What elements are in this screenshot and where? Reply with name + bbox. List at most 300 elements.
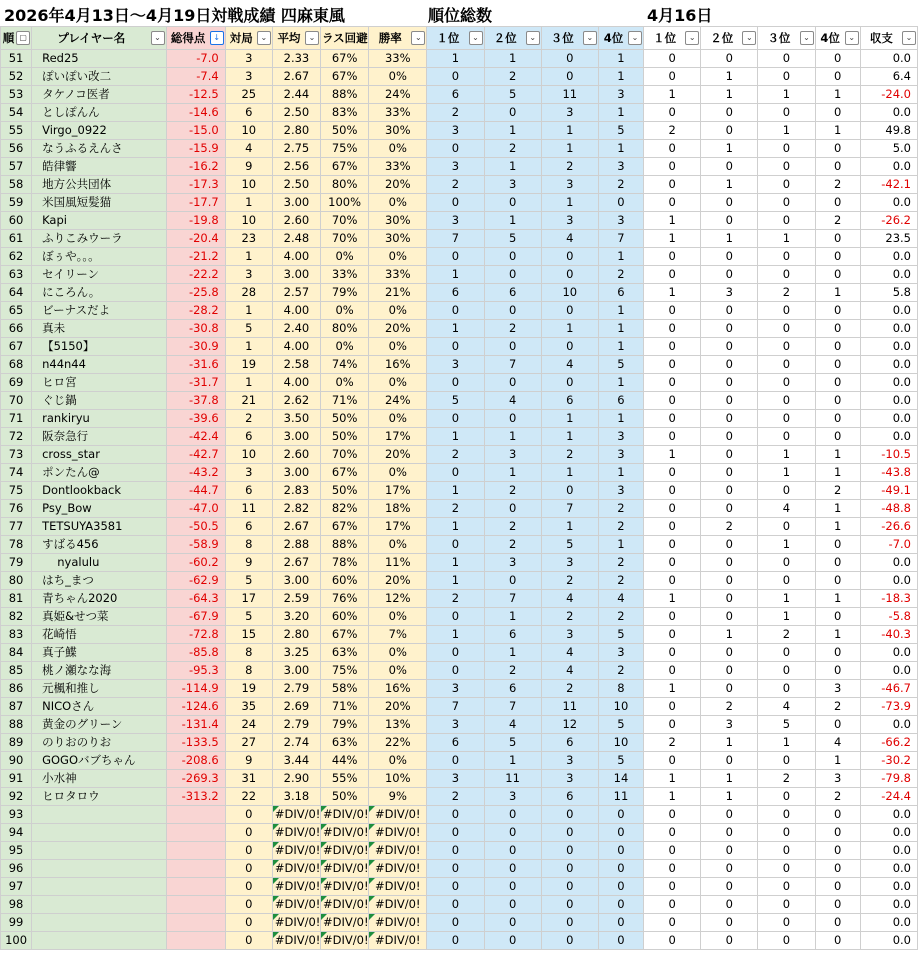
cell-day-1st[interactable]: 0 <box>644 536 701 554</box>
cell-day-4th[interactable]: 0 <box>815 356 860 374</box>
cell-day-4th[interactable]: 4 <box>815 734 860 752</box>
cell-balance[interactable]: 5.8 <box>860 284 917 302</box>
cell-day-1st[interactable]: 0 <box>644 806 701 824</box>
cell-games[interactable]: 5 <box>225 320 272 338</box>
cell-total-2nd[interactable]: 1 <box>484 752 541 770</box>
cell-day-3rd[interactable]: 4 <box>758 698 815 716</box>
cell-total-4th[interactable]: 0 <box>598 824 643 842</box>
cell-total-4th[interactable]: 6 <box>598 392 643 410</box>
cell-total-2nd[interactable]: 0 <box>484 374 541 392</box>
cell-total-1st[interactable]: 0 <box>427 464 484 482</box>
cell-day-4th[interactable]: 1 <box>815 446 860 464</box>
cell-balance[interactable]: -46.7 <box>860 680 917 698</box>
cell-player-name[interactable]: n44n44 <box>32 356 166 374</box>
cell-balance[interactable]: 0.0 <box>860 932 917 950</box>
cell-day-4th[interactable]: 0 <box>815 824 860 842</box>
cell-last-avoid[interactable]: 50% <box>321 122 369 140</box>
cell-rank[interactable]: 55 <box>1 122 32 140</box>
cell-last-avoid[interactable]: 78% <box>321 554 369 572</box>
cell-total-score[interactable]: -15.0 <box>166 122 225 140</box>
cell-last-avoid[interactable]: #DIV/0! <box>321 806 369 824</box>
cell-total-3rd[interactable]: 2 <box>541 572 598 590</box>
cell-games[interactable]: 15 <box>225 626 272 644</box>
cell-day-1st[interactable]: 0 <box>644 320 701 338</box>
cell-total-1st[interactable]: 0 <box>427 662 484 680</box>
cell-total-4th[interactable]: 8 <box>598 680 643 698</box>
cell-rank[interactable]: 54 <box>1 104 32 122</box>
cell-day-3rd[interactable]: 0 <box>758 338 815 356</box>
cell-total-3rd[interactable]: 11 <box>541 86 598 104</box>
cell-total-1st[interactable]: 1 <box>427 572 484 590</box>
cell-games[interactable]: 1 <box>225 248 272 266</box>
cell-total-2nd[interactable]: 3 <box>484 176 541 194</box>
cell-total-1st[interactable]: 0 <box>427 338 484 356</box>
cell-average[interactable]: 2.79 <box>272 680 320 698</box>
cell-total-3rd[interactable]: 3 <box>541 626 598 644</box>
cell-rank[interactable]: 85 <box>1 662 32 680</box>
cell-day-3rd[interactable]: 0 <box>758 932 815 950</box>
cell-rank[interactable]: 99 <box>1 914 32 932</box>
cell-last-avoid[interactable]: #DIV/0! <box>321 932 369 950</box>
cell-last-avoid[interactable]: 0% <box>321 248 369 266</box>
cell-player-name[interactable]: としぽんん <box>32 104 166 122</box>
cell-balance[interactable]: 0.0 <box>860 338 917 356</box>
cell-day-3rd[interactable]: 0 <box>758 410 815 428</box>
cell-total-2nd[interactable]: 2 <box>484 518 541 536</box>
cell-total-4th[interactable]: 1 <box>598 248 643 266</box>
cell-player-name[interactable]: 【5150】 <box>32 338 166 356</box>
cell-balance[interactable]: 0.0 <box>860 392 917 410</box>
cell-last-avoid[interactable]: 79% <box>321 284 369 302</box>
cell-win-rate[interactable]: 33% <box>369 158 427 176</box>
cell-total-score[interactable] <box>166 932 225 950</box>
cell-rank[interactable]: 74 <box>1 464 32 482</box>
cell-day-2nd[interactable]: 0 <box>701 122 758 140</box>
cell-average[interactable]: #DIV/0! <box>272 914 320 932</box>
cell-total-4th[interactable]: 2 <box>598 554 643 572</box>
cell-win-rate[interactable]: #DIV/0! <box>369 896 427 914</box>
cell-last-avoid[interactable]: 71% <box>321 698 369 716</box>
cell-total-1st[interactable]: 3 <box>427 212 484 230</box>
cell-day-3rd[interactable]: 0 <box>758 554 815 572</box>
cell-total-3rd[interactable]: 2 <box>541 446 598 464</box>
cell-last-avoid[interactable]: #DIV/0! <box>321 914 369 932</box>
cell-win-rate[interactable]: 18% <box>369 500 427 518</box>
cell-total-4th[interactable]: 1 <box>598 374 643 392</box>
cell-rank[interactable]: 80 <box>1 572 32 590</box>
cell-total-1st[interactable]: 7 <box>427 698 484 716</box>
cell-total-score[interactable]: -50.5 <box>166 518 225 536</box>
cell-total-2nd[interactable]: 1 <box>484 158 541 176</box>
cell-day-4th[interactable]: 1 <box>815 590 860 608</box>
cell-total-2nd[interactable]: 6 <box>484 680 541 698</box>
cell-day-4th[interactable]: 0 <box>815 914 860 932</box>
cell-day-2nd[interactable]: 0 <box>701 680 758 698</box>
cell-average[interactable]: 4.00 <box>272 248 320 266</box>
cell-balance[interactable]: 6.4 <box>860 68 917 86</box>
cell-day-1st[interactable]: 1 <box>644 788 701 806</box>
cell-win-rate[interactable]: 0% <box>369 410 427 428</box>
cell-rank[interactable]: 75 <box>1 482 32 500</box>
cell-total-1st[interactable]: 5 <box>427 392 484 410</box>
cell-total-2nd[interactable]: 2 <box>484 320 541 338</box>
cell-win-rate[interactable]: 0% <box>369 608 427 626</box>
cell-total-score[interactable]: -62.9 <box>166 572 225 590</box>
cell-day-4th[interactable]: 0 <box>815 194 860 212</box>
cell-win-rate[interactable]: 13% <box>369 716 427 734</box>
cell-day-3rd[interactable]: 0 <box>758 860 815 878</box>
cell-average[interactable]: 3.18 <box>272 788 320 806</box>
cell-total-1st[interactable]: 0 <box>427 824 484 842</box>
cell-last-avoid[interactable]: #DIV/0! <box>321 824 369 842</box>
cell-total-1st[interactable]: 2 <box>427 500 484 518</box>
cell-win-rate[interactable]: 0% <box>369 536 427 554</box>
cell-balance[interactable]: 0.0 <box>860 320 917 338</box>
cell-total-1st[interactable]: 6 <box>427 734 484 752</box>
cell-total-1st[interactable]: 1 <box>427 428 484 446</box>
cell-total-4th[interactable]: 5 <box>598 356 643 374</box>
cell-total-2nd[interactable]: 0 <box>484 338 541 356</box>
cell-total-1st[interactable]: 0 <box>427 68 484 86</box>
cell-rank[interactable]: 61 <box>1 230 32 248</box>
cell-win-rate[interactable]: 22% <box>369 734 427 752</box>
cell-win-rate[interactable]: #DIV/0! <box>369 806 427 824</box>
cell-average[interactable]: 2.48 <box>272 230 320 248</box>
cell-day-4th[interactable]: 0 <box>815 374 860 392</box>
cell-win-rate[interactable]: 0% <box>369 752 427 770</box>
cell-games[interactable]: 0 <box>225 806 272 824</box>
cell-games[interactable]: 10 <box>225 176 272 194</box>
cell-day-2nd[interactable]: 0 <box>701 158 758 176</box>
cell-day-3rd[interactable]: 0 <box>758 914 815 932</box>
cell-total-4th[interactable]: 0 <box>598 878 643 896</box>
cell-total-2nd[interactable]: 0 <box>484 860 541 878</box>
cell-games[interactable]: 31 <box>225 770 272 788</box>
cell-total-score[interactable]: -124.6 <box>166 698 225 716</box>
cell-average[interactable]: 2.74 <box>272 734 320 752</box>
cell-total-score[interactable] <box>166 842 225 860</box>
cell-total-score[interactable]: -12.5 <box>166 86 225 104</box>
cell-total-1st[interactable]: 3 <box>427 716 484 734</box>
cell-day-3rd[interactable]: 0 <box>758 806 815 824</box>
cell-total-score[interactable]: -133.5 <box>166 734 225 752</box>
cell-rank[interactable]: 73 <box>1 446 32 464</box>
cell-balance[interactable]: -24.0 <box>860 86 917 104</box>
cell-last-avoid[interactable]: 79% <box>321 716 369 734</box>
cell-win-rate[interactable]: 24% <box>369 86 427 104</box>
cell-games[interactable]: 3 <box>225 464 272 482</box>
cell-day-2nd[interactable]: 0 <box>701 320 758 338</box>
cell-total-4th[interactable]: 2 <box>598 662 643 680</box>
cell-total-3rd[interactable]: 4 <box>541 590 598 608</box>
cell-total-4th[interactable]: 0 <box>598 914 643 932</box>
cell-total-2nd[interactable]: 3 <box>484 788 541 806</box>
cell-day-1st[interactable]: 0 <box>644 878 701 896</box>
cell-day-1st[interactable]: 2 <box>644 122 701 140</box>
filter-dropdown-icon[interactable]: ⌄ <box>845 31 859 45</box>
cell-win-rate[interactable]: 30% <box>369 230 427 248</box>
cell-day-1st[interactable]: 0 <box>644 50 701 68</box>
cell-day-4th[interactable]: 0 <box>815 896 860 914</box>
cell-total-score[interactable]: -7.0 <box>166 50 225 68</box>
cell-day-4th[interactable]: 0 <box>815 644 860 662</box>
cell-day-2nd[interactable]: 0 <box>701 302 758 320</box>
cell-average[interactable]: 2.60 <box>272 446 320 464</box>
cell-total-1st[interactable]: 0 <box>427 914 484 932</box>
cell-games[interactable]: 4 <box>225 140 272 158</box>
cell-win-rate[interactable]: 16% <box>369 680 427 698</box>
cell-day-2nd[interactable]: 0 <box>701 428 758 446</box>
cell-win-rate[interactable]: #DIV/0! <box>369 932 427 950</box>
cell-average[interactable]: 2.59 <box>272 590 320 608</box>
cell-day-3rd[interactable]: 0 <box>758 824 815 842</box>
cell-average[interactable]: 3.00 <box>272 464 320 482</box>
cell-average[interactable]: 2.79 <box>272 716 320 734</box>
cell-balance[interactable]: 0.0 <box>860 410 917 428</box>
cell-day-1st[interactable]: 1 <box>644 86 701 104</box>
cell-day-3rd[interactable]: 0 <box>758 374 815 392</box>
cell-rank[interactable]: 56 <box>1 140 32 158</box>
cell-total-4th[interactable]: 2 <box>598 176 643 194</box>
cell-day-3rd[interactable]: 1 <box>758 122 815 140</box>
cell-day-4th[interactable]: 0 <box>815 320 860 338</box>
cell-total-4th[interactable]: 0 <box>598 860 643 878</box>
cell-win-rate[interactable]: 0% <box>369 464 427 482</box>
cell-total-3rd[interactable]: 12 <box>541 716 598 734</box>
cell-player-name[interactable]: ふりこみウーラ <box>32 230 166 248</box>
cell-rank[interactable]: 83 <box>1 626 32 644</box>
cell-win-rate[interactable]: 17% <box>369 428 427 446</box>
cell-total-3rd[interactable]: 6 <box>541 734 598 752</box>
cell-average[interactable]: #DIV/0! <box>272 860 320 878</box>
cell-average[interactable]: 2.33 <box>272 50 320 68</box>
cell-total-1st[interactable]: 1 <box>427 320 484 338</box>
cell-total-3rd[interactable]: 0 <box>541 824 598 842</box>
cell-games[interactable]: 10 <box>225 446 272 464</box>
cell-games[interactable]: 6 <box>225 482 272 500</box>
cell-player-name[interactable] <box>32 824 166 842</box>
cell-total-score[interactable]: -30.8 <box>166 320 225 338</box>
cell-rank[interactable]: 76 <box>1 500 32 518</box>
cell-total-3rd[interactable]: 5 <box>541 536 598 554</box>
cell-balance[interactable]: 49.8 <box>860 122 917 140</box>
cell-total-4th[interactable]: 0 <box>598 896 643 914</box>
cell-win-rate[interactable]: #DIV/0! <box>369 842 427 860</box>
cell-day-1st[interactable]: 0 <box>644 824 701 842</box>
cell-day-4th[interactable]: 2 <box>815 212 860 230</box>
cell-day-2nd[interactable]: 1 <box>701 626 758 644</box>
cell-total-3rd[interactable]: 3 <box>541 212 598 230</box>
cell-player-name[interactable]: rankiryu <box>32 410 166 428</box>
cell-player-name[interactable]: 地方公共団体 <box>32 176 166 194</box>
cell-total-3rd[interactable]: 4 <box>541 644 598 662</box>
cell-day-4th[interactable]: 0 <box>815 716 860 734</box>
cell-total-4th[interactable]: 1 <box>598 536 643 554</box>
cell-day-2nd[interactable]: 0 <box>701 824 758 842</box>
cell-total-score[interactable]: -7.4 <box>166 68 225 86</box>
cell-total-4th[interactable]: 10 <box>598 734 643 752</box>
cell-last-avoid[interactable]: 88% <box>321 86 369 104</box>
cell-win-rate[interactable]: 20% <box>369 176 427 194</box>
cell-player-name[interactable] <box>32 806 166 824</box>
cell-total-1st[interactable]: 0 <box>427 860 484 878</box>
cell-total-score[interactable]: -67.9 <box>166 608 225 626</box>
cell-total-2nd[interactable]: 5 <box>484 86 541 104</box>
cell-total-2nd[interactable]: 6 <box>484 626 541 644</box>
cell-total-4th[interactable]: 14 <box>598 770 643 788</box>
cell-total-score[interactable]: -42.4 <box>166 428 225 446</box>
cell-last-avoid[interactable]: 88% <box>321 536 369 554</box>
cell-win-rate[interactable]: 16% <box>369 356 427 374</box>
cell-total-3rd[interactable]: 0 <box>541 68 598 86</box>
cell-win-rate[interactable]: 10% <box>369 770 427 788</box>
cell-total-4th[interactable]: 3 <box>598 644 643 662</box>
cell-day-2nd[interactable]: 0 <box>701 482 758 500</box>
cell-rank[interactable]: 72 <box>1 428 32 446</box>
cell-day-2nd[interactable]: 0 <box>701 554 758 572</box>
cell-win-rate[interactable]: 12% <box>369 590 427 608</box>
cell-total-2nd[interactable]: 0 <box>484 266 541 284</box>
cell-day-1st[interactable]: 0 <box>644 842 701 860</box>
cell-player-name[interactable] <box>32 932 166 950</box>
cell-total-2nd[interactable]: 3 <box>484 554 541 572</box>
cell-total-3rd[interactable]: 10 <box>541 284 598 302</box>
cell-day-1st[interactable]: 0 <box>644 752 701 770</box>
cell-day-2nd[interactable]: 0 <box>701 842 758 860</box>
cell-total-3rd[interactable]: 2 <box>541 680 598 698</box>
cell-total-2nd[interactable]: 0 <box>484 410 541 428</box>
cell-balance[interactable]: 0.0 <box>860 302 917 320</box>
cell-balance[interactable]: -10.5 <box>860 446 917 464</box>
cell-total-4th[interactable]: 1 <box>598 464 643 482</box>
cell-win-rate[interactable]: 0% <box>369 302 427 320</box>
cell-day-4th[interactable]: 0 <box>815 338 860 356</box>
filter-dropdown-icon[interactable]: ⌄ <box>583 31 597 45</box>
cell-day-1st[interactable]: 0 <box>644 428 701 446</box>
cell-day-4th[interactable]: 0 <box>815 572 860 590</box>
cell-last-avoid[interactable]: 76% <box>321 590 369 608</box>
cell-total-3rd[interactable]: 1 <box>541 464 598 482</box>
cell-games[interactable]: 6 <box>225 518 272 536</box>
cell-last-avoid[interactable]: 63% <box>321 734 369 752</box>
cell-games[interactable]: 19 <box>225 680 272 698</box>
cell-average[interactable]: 3.00 <box>272 194 320 212</box>
cell-day-3rd[interactable]: 0 <box>758 842 815 860</box>
filter-dropdown-icon[interactable]: ⌄ <box>526 31 540 45</box>
cell-total-4th[interactable]: 1 <box>598 302 643 320</box>
cell-day-1st[interactable]: 0 <box>644 572 701 590</box>
cell-day-1st[interactable]: 0 <box>644 302 701 320</box>
cell-total-score[interactable]: -25.8 <box>166 284 225 302</box>
cell-total-2nd[interactable]: 0 <box>484 824 541 842</box>
cell-games[interactable]: 11 <box>225 500 272 518</box>
cell-day-4th[interactable]: 0 <box>815 608 860 626</box>
cell-games[interactable]: 3 <box>225 50 272 68</box>
cell-day-1st[interactable]: 1 <box>644 230 701 248</box>
cell-total-score[interactable]: -20.4 <box>166 230 225 248</box>
cell-player-name[interactable]: ぼぅや｡｡｡ <box>32 248 166 266</box>
cell-average[interactable]: 4.00 <box>272 374 320 392</box>
cell-total-4th[interactable]: 5 <box>598 122 643 140</box>
cell-games[interactable]: 8 <box>225 662 272 680</box>
cell-total-4th[interactable]: 1 <box>598 104 643 122</box>
cell-total-1st[interactable]: 1 <box>427 554 484 572</box>
cell-day-4th[interactable]: 0 <box>815 662 860 680</box>
cell-player-name[interactable]: はち_まつ <box>32 572 166 590</box>
cell-total-1st[interactable]: 2 <box>427 788 484 806</box>
cell-day-3rd[interactable]: 1 <box>758 536 815 554</box>
cell-total-1st[interactable]: 2 <box>427 590 484 608</box>
cell-day-1st[interactable]: 0 <box>644 194 701 212</box>
cell-rank[interactable]: 66 <box>1 320 32 338</box>
cell-total-1st[interactable]: 3 <box>427 680 484 698</box>
cell-day-3rd[interactable]: 1 <box>758 230 815 248</box>
cell-total-4th[interactable]: 5 <box>598 626 643 644</box>
cell-day-2nd[interactable]: 1 <box>701 140 758 158</box>
cell-total-3rd[interactable]: 3 <box>541 770 598 788</box>
cell-total-3rd[interactable]: 1 <box>541 122 598 140</box>
cell-day-2nd[interactable]: 0 <box>701 752 758 770</box>
cell-total-4th[interactable]: 1 <box>598 338 643 356</box>
cell-day-1st[interactable]: 0 <box>644 356 701 374</box>
cell-rank[interactable]: 89 <box>1 734 32 752</box>
cell-day-4th[interactable]: 2 <box>815 176 860 194</box>
cell-last-avoid[interactable]: 74% <box>321 356 369 374</box>
cell-total-3rd[interactable]: 1 <box>541 428 598 446</box>
cell-day-3rd[interactable]: 0 <box>758 392 815 410</box>
cell-balance[interactable]: -30.2 <box>860 752 917 770</box>
cell-total-3rd[interactable]: 2 <box>541 158 598 176</box>
cell-player-name[interactable]: セイリーン <box>32 266 166 284</box>
cell-last-avoid[interactable]: 80% <box>321 176 369 194</box>
cell-player-name[interactable] <box>32 896 166 914</box>
cell-win-rate[interactable]: #DIV/0! <box>369 824 427 842</box>
cell-last-avoid[interactable]: 67% <box>321 50 369 68</box>
cell-balance[interactable]: -7.0 <box>860 536 917 554</box>
cell-total-2nd[interactable]: 2 <box>484 536 541 554</box>
cell-total-score[interactable]: -131.4 <box>166 716 225 734</box>
cell-total-1st[interactable]: 0 <box>427 932 484 950</box>
cell-total-2nd[interactable]: 3 <box>484 446 541 464</box>
cell-total-score[interactable]: -14.6 <box>166 104 225 122</box>
cell-day-3rd[interactable]: 0 <box>758 788 815 806</box>
cell-total-1st[interactable]: 3 <box>427 158 484 176</box>
cell-total-2nd[interactable]: 2 <box>484 68 541 86</box>
cell-total-4th[interactable]: 3 <box>598 482 643 500</box>
cell-player-name[interactable]: 真未 <box>32 320 166 338</box>
cell-total-2nd[interactable]: 6 <box>484 284 541 302</box>
cell-win-rate[interactable]: 0% <box>369 374 427 392</box>
cell-games[interactable]: 28 <box>225 284 272 302</box>
cell-average[interactable]: 2.56 <box>272 158 320 176</box>
cell-day-1st[interactable]: 0 <box>644 140 701 158</box>
cell-last-avoid[interactable]: 75% <box>321 140 369 158</box>
cell-total-1st[interactable]: 3 <box>427 122 484 140</box>
cell-total-4th[interactable]: 1 <box>598 50 643 68</box>
cell-total-3rd[interactable]: 0 <box>541 338 598 356</box>
cell-win-rate[interactable]: 0% <box>369 68 427 86</box>
cell-day-3rd[interactable]: 0 <box>758 176 815 194</box>
cell-games[interactable]: 1 <box>225 302 272 320</box>
cell-balance[interactable]: -48.8 <box>860 500 917 518</box>
cell-player-name[interactable]: Psy_Bow <box>32 500 166 518</box>
select-all-checkbox[interactable]: ▢ <box>16 31 30 45</box>
cell-day-4th[interactable]: 0 <box>815 140 860 158</box>
cell-total-3rd[interactable]: 11 <box>541 698 598 716</box>
cell-player-name[interactable]: 黄金のグリーン <box>32 716 166 734</box>
cell-games[interactable]: 6 <box>225 428 272 446</box>
cell-games[interactable]: 1 <box>225 338 272 356</box>
